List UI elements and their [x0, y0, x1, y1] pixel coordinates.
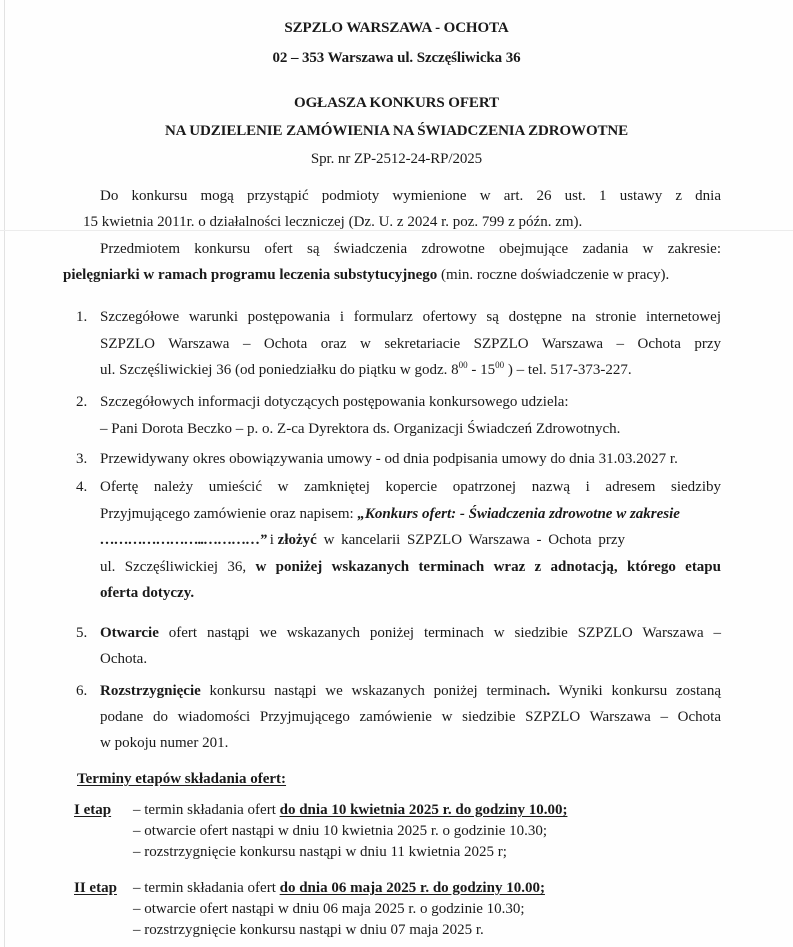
stage-1-label: I etap	[74, 802, 112, 818]
envelope-instruction: Przyjmującego zamówienie oraz napisem:	[100, 506, 358, 522]
stage-1-opening: – otwarcie ofert nastąpi w dniu 10 kwietnia 2025 r. o godzinie 10.30;	[133, 823, 548, 839]
item-4-line-1: Ofertę należy umieścić w zamkniętej kopercie opatrzonej nazwą i adresem siedziby	[100, 479, 721, 495]
item-5-line-1	[100, 624, 721, 642]
announcement-subject: NA UDZIELENIE ZAMÓWIENIA NA ŚWIADCZENIA ZDROWOTNE	[164, 123, 629, 139]
resolution-text: konkursu nastąpi we wskazanych poniżej terminach	[200, 683, 547, 699]
item-number: 1.	[76, 309, 88, 325]
item-number: 4.	[76, 479, 88, 495]
item-6-line-2: podane do wiadomości Przyjmującego zamówienie w siedzibie SZPZLO Warszawa – Ochota	[100, 709, 721, 725]
hours-to-superscript: 00	[495, 360, 505, 370]
item-4-line-3	[100, 531, 721, 549]
opening-text: ofert nastąpi we wskazanych poniżej terminach w siedzibie SZPZLO Warszawa –	[158, 625, 721, 641]
deadline-prefix: – termin składania ofert	[133, 880, 280, 896]
stage-2-resolution: – rozstrzygnięcie konkursu nastąpi w dniu 07 maja 2025 r.	[133, 922, 484, 938]
schedule-title	[77, 770, 286, 788]
stage-1-resolution: – rozstrzygnięcie konkursu nastąpi w dniu 11 kwietnia 2025 r;	[133, 844, 507, 860]
intro-paragraph-2-line-1: Przedmiotem konkursu ofert są świadczenia zdrowotne obejmujące zadania w zakresie:	[100, 241, 721, 257]
item-4-line-2	[100, 505, 680, 523]
submission-deadline-note: w poniżej wskazanych terminach wraz z adnotacją, którego etapu	[255, 559, 721, 575]
item-number: 6.	[76, 683, 88, 699]
item-number: 2.	[76, 394, 88, 410]
announcement-title: OGŁASZA KONKURS OFERT	[294, 95, 499, 111]
submission-place: w kancelarii SZPZLO Warszawa - Ochota przy	[316, 532, 625, 548]
item-1-line-1: Szczegółowe warunki postępowania i formularz ofertowy są dostępne na stronie internetowej	[100, 309, 721, 325]
envelope-inscription: „Konkurs ofert: - Świadczenia zdrowotne w zakresie	[357, 506, 680, 522]
service-scope: pielęgniarki w ramach programu leczenia substytucyjnego	[63, 267, 438, 283]
stage-2-deadline	[133, 879, 545, 897]
submit-verb: złożyć	[277, 532, 317, 548]
intro-paragraph-2-line-2	[63, 266, 669, 284]
stage-2-label: II etap	[74, 880, 117, 896]
hours-separator: - 15	[467, 362, 496, 378]
resolution-label: Rozstrzygnięcie	[100, 683, 201, 699]
item-number: 3.	[76, 451, 88, 467]
organization-address: 02 – 353 Warszawa ul. Szczęśliwicka 36	[272, 50, 521, 66]
stage-2-opening: – otwarcie ofert nastąpi w dniu 06 maja 2025 r. o godzinie 10.30;	[133, 901, 525, 917]
scan-edge	[4, 0, 5, 947]
stage-label	[74, 801, 111, 819]
item-4-line-4	[100, 558, 721, 576]
resolution-period: .	[546, 683, 551, 699]
contact-person: – Pani Dorota Beczko – p. o. Z-ca Dyrektora ds. Organizacji Świadczeń Zdrowotnych.	[100, 421, 621, 437]
item-4-line-5	[100, 584, 194, 602]
contract-period: Przewidywany okres obowiązywania umowy - od dnia podpisania umowy do dnia 31.03.2027 r.	[100, 451, 678, 467]
stage-1-deadline	[133, 801, 567, 819]
intro-paragraph-1-line-1: Do konkursu mogą przystąpić podmioty wymienione w art. 26 ust. 1 ustawy z dnia	[100, 188, 721, 204]
opening-label: Otwarcie	[100, 625, 159, 641]
organization-name: SZPZLO WARSZAWA - OCHOTA	[284, 20, 509, 36]
submission-deadline-note-end: oferta dotyczy.	[100, 585, 195, 601]
results-text: Wyniki konkursu zostaną	[550, 683, 721, 699]
office-hours-text: ul. Szczęśliwickiej 36 (od poniedziałku do piątku w godz. 8	[100, 362, 459, 378]
item-6-line-1	[100, 682, 721, 700]
phone-number: ) – tel. 517-373-227.	[504, 362, 632, 378]
item-1-line-2: SZPZLO Warszawa – Ochota oraz w sekretariacie SZPZLO Warszawa – Ochota przy	[100, 336, 721, 352]
item-1-line-3	[100, 361, 632, 379]
case-number: Spr. nr ZP-2512-24-RP/2025	[310, 151, 483, 167]
item-6-line-3: w pokoju numer 201.	[100, 735, 229, 751]
intro-paragraph-1-line-2: 15 kwietnia 2011r. o działalności leczniczej (Dz. U. z 2024 r. poz. 799 z późn. zm).	[83, 214, 583, 230]
conjunction: i	[266, 532, 278, 548]
deadline-prefix: – termin składania ofert	[133, 802, 280, 818]
item-2-line-1: Szczegółowych informacji dotyczących postępowania konkursowego udziela:	[100, 394, 569, 410]
item-number: 5.	[76, 625, 88, 641]
inscription-placeholder-dots: …………………..…………”	[100, 532, 266, 548]
schedule-title-text: Terminy etapów składania ofert:	[77, 771, 287, 787]
stage-label	[74, 879, 117, 897]
experience-requirement: (min. roczne doświadczenie w pracy).	[437, 267, 670, 283]
deadline-date: do dnia 06 maja 2025 r. do godziny 10.00;	[279, 880, 545, 896]
submission-address: ul. Szczęśliwickiej 36,	[100, 559, 256, 575]
hours-from-superscript: 00	[458, 360, 468, 370]
deadline-date: do dnia 10 kwietnia 2025 r. do godziny 10.00;	[279, 802, 568, 818]
item-5-line-2: Ochota.	[100, 651, 148, 667]
